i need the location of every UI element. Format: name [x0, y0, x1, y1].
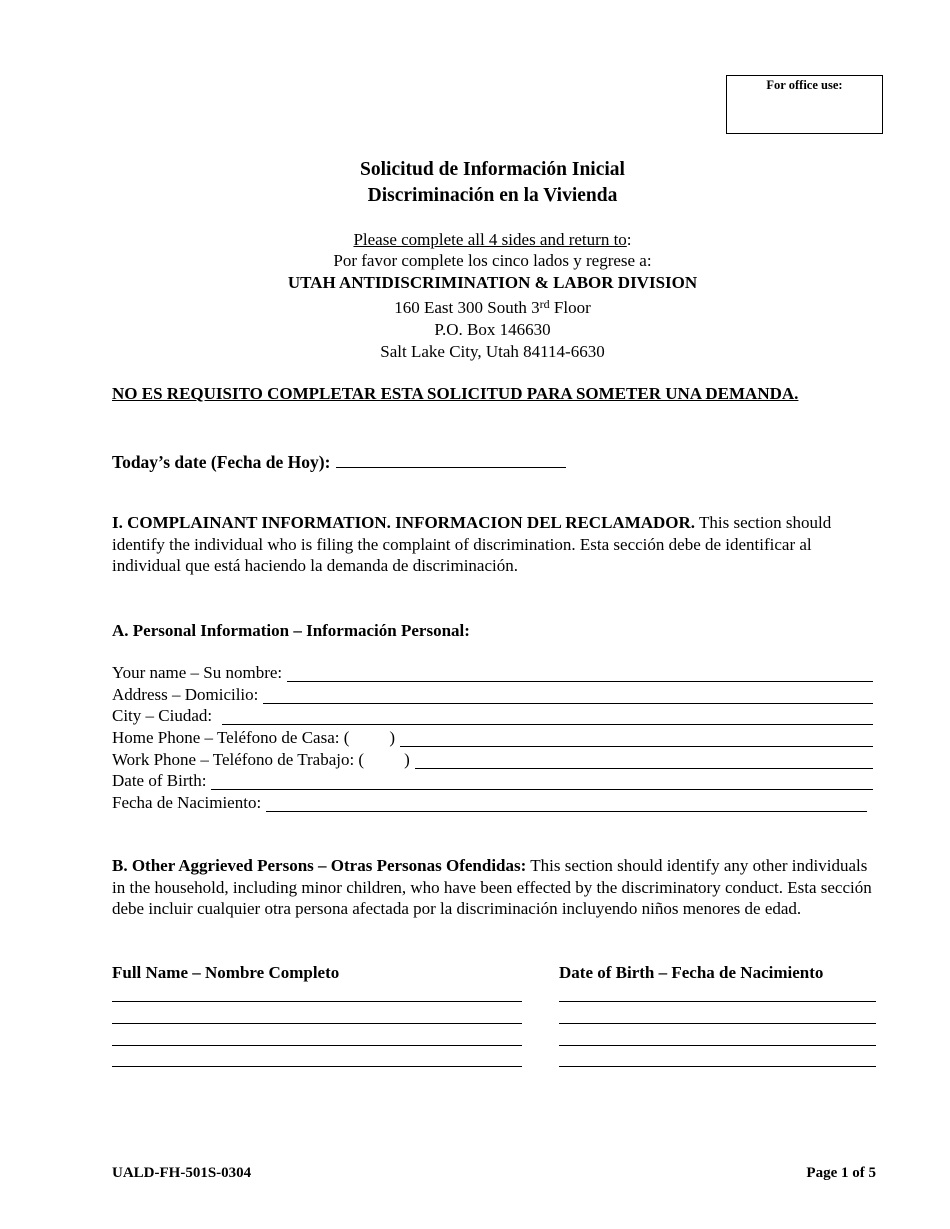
other-person-name-field[interactable]: [112, 1023, 522, 1024]
return-instruction-es: Por favor complete los cinco lados y regrese a:: [333, 251, 652, 270]
work-phone-close-paren: ): [404, 750, 410, 769]
dob-column-header: Date of Birth – Fecha de Nacimiento: [559, 963, 824, 982]
dob-field[interactable]: [211, 774, 873, 790]
city-field[interactable]: [222, 709, 873, 725]
return-instruction-colon: :: [626, 230, 632, 249]
section-a-heading: A. Personal Information – Información Personal:: [112, 621, 470, 640]
section-b-text: This section should identify any other individuals in the household, including minor children, who have been effected by the discriminatory conduct. Esta sección debe incluir cualquier otra persona afectada por la discriminación incluyendo niños menores de edad.: [112, 856, 872, 919]
address-line-2: P.O. Box 146630: [434, 320, 551, 339]
address-ordinal: rd: [539, 297, 550, 311]
agency-name: UTAH ANTIDISCRIMINATION & LABOR DIVISION: [287, 273, 698, 292]
section-i-paragraph: [112, 512, 872, 577]
other-person-dob-field[interactable]: [559, 1045, 876, 1046]
address-line-3: Salt Lake City, Utah 84114-6630: [380, 342, 605, 361]
office-use-label: For office use:: [766, 78, 843, 92]
form-id: UALD-FH-501S-0304: [112, 1165, 252, 1181]
dob-field-row: [112, 770, 873, 792]
name-label: Your name – Su nombre:: [112, 663, 283, 682]
todays-date-row: [112, 451, 566, 473]
section-i-heading: I. COMPLAINANT INFORMATION. INFORMACION DEL RECLAMADOR.: [112, 513, 696, 532]
name-field-row: [112, 662, 873, 684]
address-field-row: [112, 684, 873, 706]
section-b-paragraph: [112, 855, 872, 920]
full-name-column-header: Full Name – Nombre Completo: [112, 963, 340, 982]
work-phone-field[interactable]: [415, 753, 873, 769]
todays-date-label: Today’s date (Fecha de Hoy):: [112, 452, 331, 472]
other-person-dob-field[interactable]: [559, 1001, 876, 1002]
dob-label: Date of Birth:: [112, 771, 207, 790]
todays-date-field[interactable]: [336, 451, 566, 468]
title-line-1: Solicitud de Información Inicial: [360, 159, 625, 180]
fecha-nacimiento-label: Fecha de Nacimiento:: [112, 793, 262, 812]
office-use-box: [726, 75, 883, 134]
home-phone-field[interactable]: [400, 731, 873, 747]
return-instruction-text: Please complete all 4 sides and return to: [353, 230, 627, 249]
page-number: Page 1 of 5: [806, 1165, 876, 1181]
notice-not-required: NO ES REQUISITO COMPLETAR ESTA SOLICITUD PARA SOMETER UNA DEMANDA.: [112, 384, 799, 403]
address-field[interactable]: [263, 688, 873, 704]
city-label: City – Ciudad:: [112, 706, 213, 725]
home-phone-label: Home Phone – Teléfono de Casa: (: [112, 728, 350, 747]
address-label: Address – Domicilio:: [112, 685, 259, 704]
other-person-dob-field[interactable]: [559, 1066, 876, 1067]
fecha-nacimiento-field-row: [112, 792, 867, 814]
address-street: 160 East 300 South 3: [394, 298, 540, 317]
address-floor: Floor: [549, 298, 591, 317]
city-field-row: [112, 705, 873, 727]
other-person-dob-field[interactable]: [559, 1023, 876, 1024]
name-field[interactable]: [287, 666, 873, 682]
address-line-1: [0, 297, 950, 318]
other-person-name-field[interactable]: [112, 1045, 522, 1046]
title-line-2: Discriminación en la Vivienda: [367, 185, 618, 206]
return-instruction-en: [0, 229, 950, 250]
work-phone-field-row: [112, 749, 873, 771]
section-b-heading: B. Other Aggrieved Persons – Otras Personas Ofendidas:: [112, 856, 527, 875]
work-phone-label: Work Phone – Teléfono de Trabajo: (: [112, 750, 365, 769]
other-person-name-field[interactable]: [112, 1066, 522, 1067]
home-phone-close-paren: ): [389, 728, 396, 747]
home-phone-field-row: [112, 727, 873, 749]
other-person-name-field[interactable]: [112, 1001, 522, 1002]
section-i-text: This section should identify the individual who is filing the complaint of discrimination. Esta sección debe de identificar al individual que está haciendo la demanda de discriminación.: [112, 513, 832, 576]
fecha-nacimiento-field[interactable]: [266, 796, 867, 812]
